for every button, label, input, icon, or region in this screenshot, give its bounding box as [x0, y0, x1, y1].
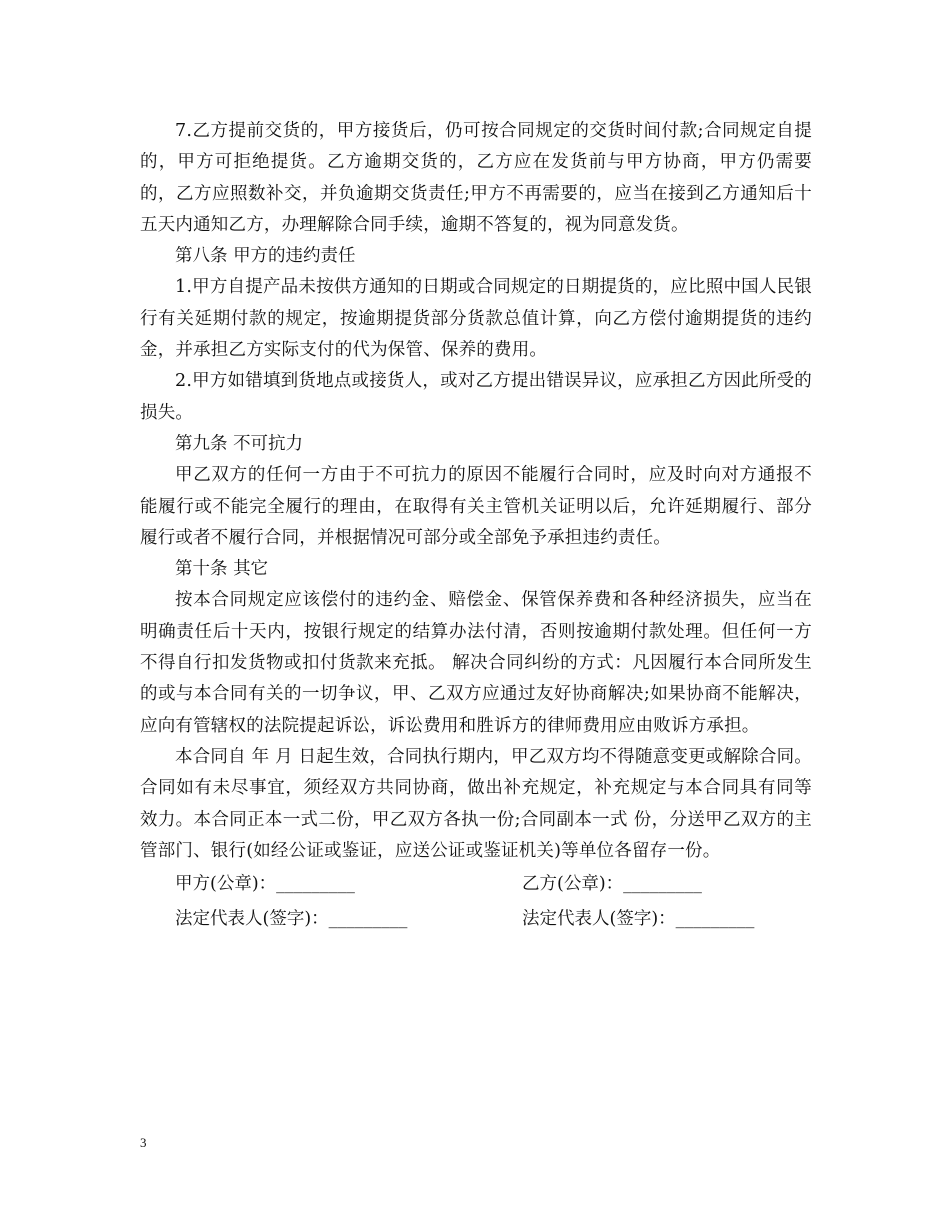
article-9-heading: 第九条 不可抗力 [175, 433, 304, 454]
party-b-representative-field: 法定代表人(签字)：_________ [522, 909, 755, 930]
page-number: 3 [140, 1135, 147, 1150]
representative-signature-row [140, 902, 812, 937]
document-page [140, 116, 812, 937]
article-10-paragraph: 按本合同规定应该偿付的违约金、赔偿金、保管保养费和各种经济损失，应当在明确责任后十天内，按银行规定的结算办法付清，否则按逾期付款处理。但任何一方不得自行扣发货物或扣付货款来充抵。 解决合同纠纷的方式：凡因履行本合同所发生的或与本合同有关的一切争议，甲、乙双方应通过友好协商解决;如果协商不能解决，应向有管辖权的法院提起诉讼，诉讼费用和胜诉方的律师费用应由败诉方承担。 [140, 590, 812, 736]
party-b-seal-field: 乙方(公章)：_________ [522, 874, 702, 895]
seal-signature-row [140, 867, 812, 902]
article-9-paragraph: 甲乙双方的任何一方由于不可抗力的原因不能履行合同时，应及时向对方通报不能履行或不能完全履行的理由，在取得有关主管机关证明以后，允许延期履行、部分履行或者不履行合同，并根据情况可部分或全部免予承担违约责任。 [140, 465, 812, 548]
article-8-item-1: 1.甲方自提产品未按供方通知的日期或合同规定的日期提货的，应比照中国人民银行有关延期付款的规定，按逾期提货部分货款总值计算，向乙方偿付逾期提货的违约金，并承担乙方实际支付的代为保管、保养的费用。 [140, 277, 812, 361]
effective-clause-paragraph: 本合同自 年 月 日起生效，合同执行期内，甲乙双方均不得随意变更或解除合同。合同如有未尽事宜，须经双方共同协商，做出补充规定，补充规定与本合同具有同等效力。本合同正本一式二份，甲乙双方各执一份;合同副本一式 份，分送甲乙双方的主管部门、银行(如经公证或鉴证，应送公证或鉴证机关)等单位各留存一份。 [140, 746, 812, 861]
clause-7-paragraph: 7.乙方提前交货的，甲方接货后，仍可按合同规定的交货时间付款;合同规定自提的，甲方可拒绝提货。乙方逾期交货的，乙方应在发货前与甲方协商，甲方仍需要的，乙方应照数补交，并负逾期交货责任;甲方不再需要的，应当在接到乙方通知后十五天内通知乙方，办理解除合同手续，逾期不答复的，视为同意发货。 [140, 121, 812, 235]
article-8-item-2: 2.甲方如错填到货地点或接货人，或对乙方提出错误异议，应承担乙方因此所受的损失。 [140, 371, 812, 423]
party-a-seal-field: 甲方(公章)：_________ [175, 874, 355, 895]
article-10-heading: 第十条 其它 [175, 559, 269, 580]
party-a-representative-field: 法定代表人(签字)：_________ [175, 909, 408, 930]
article-8-heading: 第八条 甲方的违约责任 [175, 246, 356, 267]
